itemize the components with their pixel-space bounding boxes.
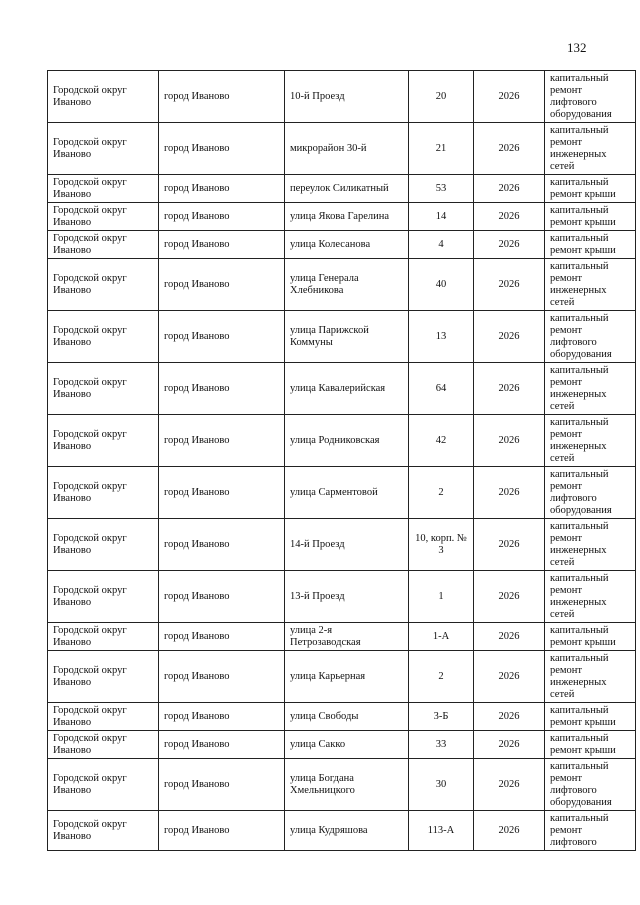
year-cell: 2026 bbox=[474, 175, 545, 203]
city-cell: город Иваново bbox=[159, 363, 285, 415]
district-cell: Городской округ Иваново bbox=[48, 519, 159, 571]
street-cell: улица Кудряшова bbox=[285, 811, 409, 851]
district-cell: Городской округ Иваново bbox=[48, 731, 159, 759]
year-cell: 2026 bbox=[474, 651, 545, 703]
street-cell: улица Свободы bbox=[285, 703, 409, 731]
year-cell: 2026 bbox=[474, 571, 545, 623]
work-type-cell: капитальный ремонт инженерных сетей bbox=[545, 651, 636, 703]
year-cell: 2026 bbox=[474, 71, 545, 123]
street-cell: улица Карьерная bbox=[285, 651, 409, 703]
table-row bbox=[48, 519, 636, 571]
district-cell: Городской округ Иваново bbox=[48, 703, 159, 731]
table-row bbox=[48, 651, 636, 703]
table-row bbox=[48, 231, 636, 259]
table-row bbox=[48, 259, 636, 311]
city-cell: город Иваново bbox=[159, 759, 285, 811]
table-row bbox=[48, 623, 636, 651]
work-type-cell: капитальный ремонт инженерных сетей bbox=[545, 415, 636, 467]
district-cell: Городской округ Иваново bbox=[48, 811, 159, 851]
street-cell: улица Родниковская bbox=[285, 415, 409, 467]
year-cell: 2026 bbox=[474, 519, 545, 571]
street-cell: микрорайон 30-й bbox=[285, 123, 409, 175]
house-cell: 53 bbox=[409, 175, 474, 203]
street-cell: 10-й Проезд bbox=[285, 71, 409, 123]
city-cell: город Иваново bbox=[159, 703, 285, 731]
house-cell: 30 bbox=[409, 759, 474, 811]
district-cell: Городской округ Иваново bbox=[48, 231, 159, 259]
table-row bbox=[48, 175, 636, 203]
city-cell: город Иваново bbox=[159, 415, 285, 467]
table-row bbox=[48, 203, 636, 231]
street-cell: 14-й Проезд bbox=[285, 519, 409, 571]
street-cell: улица Кавалерийская bbox=[285, 363, 409, 415]
house-cell: 40 bbox=[409, 259, 474, 311]
city-cell: город Иваново bbox=[159, 231, 285, 259]
work-type-cell: капитальный ремонт инженерных сетей bbox=[545, 519, 636, 571]
city-cell: город Иваново bbox=[159, 571, 285, 623]
work-type-cell: капитальный ремонт крыши bbox=[545, 231, 636, 259]
city-cell: город Иваново bbox=[159, 259, 285, 311]
work-type-cell: капитальный ремонт лифтового оборудования bbox=[545, 311, 636, 363]
year-cell: 2026 bbox=[474, 311, 545, 363]
city-cell: город Иваново bbox=[159, 311, 285, 363]
page-number: 132 bbox=[567, 40, 587, 55]
house-cell: 33 bbox=[409, 731, 474, 759]
year-cell: 2026 bbox=[474, 415, 545, 467]
work-type-cell: капитальный ремонт лифтового bbox=[545, 811, 636, 851]
street-cell: улица Генерала Хлебникова bbox=[285, 259, 409, 311]
house-cell: 21 bbox=[409, 123, 474, 175]
table-row bbox=[48, 123, 636, 175]
street-cell: улица Сакко bbox=[285, 731, 409, 759]
house-cell: 42 bbox=[409, 415, 474, 467]
work-type-cell: капитальный ремонт крыши bbox=[545, 203, 636, 231]
house-cell: 113-А bbox=[409, 811, 474, 851]
district-cell: Городской округ Иваново bbox=[48, 467, 159, 519]
city-cell: город Иваново bbox=[159, 123, 285, 175]
table-row bbox=[48, 759, 636, 811]
house-cell: 13 bbox=[409, 311, 474, 363]
house-cell: 4 bbox=[409, 231, 474, 259]
street-cell: улица Колесанова bbox=[285, 231, 409, 259]
district-cell: Городской округ Иваново bbox=[48, 311, 159, 363]
table-row bbox=[48, 467, 636, 519]
house-cell: 3-Б bbox=[409, 703, 474, 731]
work-type-cell: капитальный ремонт лифтового оборудования bbox=[545, 467, 636, 519]
district-cell: Городской округ Иваново bbox=[48, 623, 159, 651]
street-cell: переулок Силикатный bbox=[285, 175, 409, 203]
table-row bbox=[48, 571, 636, 623]
work-type-cell: капитальный ремонт крыши bbox=[545, 731, 636, 759]
house-cell: 2 bbox=[409, 467, 474, 519]
street-cell: улица Якова Гарелина bbox=[285, 203, 409, 231]
street-cell: улица Богдана Хмельницкого bbox=[285, 759, 409, 811]
district-cell: Городской округ Иваново bbox=[48, 71, 159, 123]
work-type-cell: капитальный ремонт инженерных сетей bbox=[545, 123, 636, 175]
city-cell: город Иваново bbox=[159, 71, 285, 123]
district-cell: Городской округ Иваново bbox=[48, 123, 159, 175]
work-type-cell: капитальный ремонт крыши bbox=[545, 703, 636, 731]
year-cell: 2026 bbox=[474, 259, 545, 311]
city-cell: город Иваново bbox=[159, 623, 285, 651]
district-cell: Городской округ Иваново bbox=[48, 175, 159, 203]
year-cell: 2026 bbox=[474, 363, 545, 415]
work-type-cell: капитальный ремонт лифтового оборудования bbox=[545, 71, 636, 123]
city-cell: город Иваново bbox=[159, 811, 285, 851]
year-cell: 2026 bbox=[474, 623, 545, 651]
house-cell: 1-А bbox=[409, 623, 474, 651]
street-cell: улица Сарментовой bbox=[285, 467, 409, 519]
table-row bbox=[48, 363, 636, 415]
repair-schedule-table bbox=[47, 70, 636, 851]
house-cell: 10, корп. № 3 bbox=[409, 519, 474, 571]
city-cell: город Иваново bbox=[159, 203, 285, 231]
table-row bbox=[48, 415, 636, 467]
district-cell: Городской округ Иваново bbox=[48, 203, 159, 231]
city-cell: город Иваново bbox=[159, 651, 285, 703]
street-cell: улица 2-я Петрозаводская bbox=[285, 623, 409, 651]
year-cell: 2026 bbox=[474, 123, 545, 175]
year-cell: 2026 bbox=[474, 731, 545, 759]
work-type-cell: капитальный ремонт инженерных сетей bbox=[545, 259, 636, 311]
year-cell: 2026 bbox=[474, 467, 545, 519]
table-row bbox=[48, 731, 636, 759]
district-cell: Городской округ Иваново bbox=[48, 415, 159, 467]
house-cell: 64 bbox=[409, 363, 474, 415]
year-cell: 2026 bbox=[474, 203, 545, 231]
house-cell: 1 bbox=[409, 571, 474, 623]
work-type-cell: капитальный ремонт инженерных сетей bbox=[545, 363, 636, 415]
year-cell: 2026 bbox=[474, 703, 545, 731]
city-cell: город Иваново bbox=[159, 731, 285, 759]
city-cell: город Иваново bbox=[159, 467, 285, 519]
year-cell: 2026 bbox=[474, 811, 545, 851]
district-cell: Городской округ Иваново bbox=[48, 571, 159, 623]
city-cell: город Иваново bbox=[159, 175, 285, 203]
work-type-cell: капитальный ремонт крыши bbox=[545, 175, 636, 203]
work-type-cell: капитальный ремонт лифтового оборудования bbox=[545, 759, 636, 811]
city-cell: город Иваново bbox=[159, 519, 285, 571]
street-cell: 13-й Проезд bbox=[285, 571, 409, 623]
table-row bbox=[48, 71, 636, 123]
table-row bbox=[48, 311, 636, 363]
district-cell: Городской округ Иваново bbox=[48, 759, 159, 811]
table-row bbox=[48, 703, 636, 731]
house-cell: 14 bbox=[409, 203, 474, 231]
street-cell: улица Парижской Коммуны bbox=[285, 311, 409, 363]
year-cell: 2026 bbox=[474, 759, 545, 811]
house-cell: 2 bbox=[409, 651, 474, 703]
work-type-cell: капитальный ремонт крыши bbox=[545, 623, 636, 651]
year-cell: 2026 bbox=[474, 231, 545, 259]
district-cell: Городской округ Иваново bbox=[48, 363, 159, 415]
district-cell: Городской округ Иваново bbox=[48, 651, 159, 703]
table-row bbox=[48, 811, 636, 851]
work-type-cell: капитальный ремонт инженерных сетей bbox=[545, 571, 636, 623]
district-cell: Городской округ Иваново bbox=[48, 259, 159, 311]
house-cell: 20 bbox=[409, 71, 474, 123]
